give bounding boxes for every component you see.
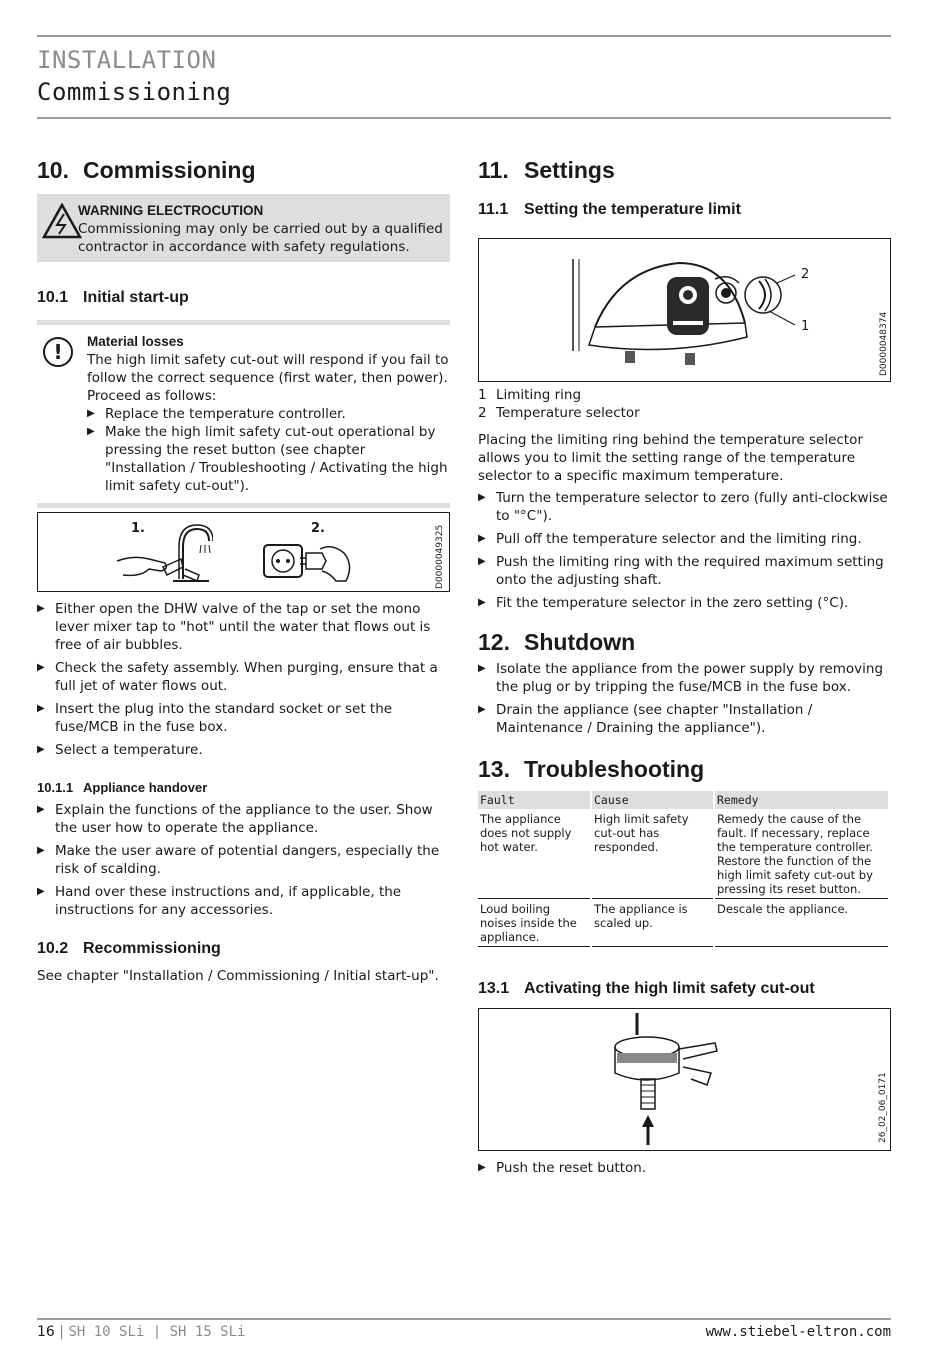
exclamation-icon: ! bbox=[43, 337, 73, 367]
right-column-bottom bbox=[478, 1159, 891, 1182]
table-cell: High limit safety cut-out has responded. bbox=[592, 809, 713, 899]
right-column-top bbox=[478, 156, 891, 220]
troubleshooting-table bbox=[476, 791, 890, 947]
step-item: ▶ Drain the appliance (see chapter "Installation / Maintenance / Draining the appliance"). bbox=[478, 701, 891, 737]
socket-plug-illustration bbox=[260, 539, 355, 587]
step-item: ▶ Check the safety assembly. When purging, ensure that a full jet of water flows out. bbox=[37, 659, 450, 695]
table-cell: Descale the appliance. bbox=[715, 899, 888, 947]
table-row bbox=[478, 899, 888, 947]
table-header: Remedy bbox=[715, 791, 888, 809]
figure-id: 26_02_06_0171 bbox=[878, 1072, 888, 1143]
note-title: Material losses bbox=[87, 334, 184, 349]
figure-id: D0000049325 bbox=[435, 524, 445, 589]
safety-cutout-illustration bbox=[607, 1013, 727, 1149]
heading-13-1: 13.1 Activating the high limit safety cut-out bbox=[478, 980, 815, 997]
figure-reset-button bbox=[478, 1008, 891, 1151]
page-number: 16 bbox=[37, 1324, 55, 1340]
callout-1: 1 bbox=[801, 319, 810, 334]
appliance-illustration bbox=[569, 259, 769, 377]
footer-url[interactable]: www.stiebel-eltron.com bbox=[705, 1324, 891, 1340]
step-item: ▶ Push the reset button. bbox=[478, 1159, 891, 1177]
header-subsection: Commissioning bbox=[37, 78, 232, 106]
step-item: ▶ Fit the temperature selector in the zero setting (°C). bbox=[478, 594, 891, 612]
table-header: Fault bbox=[478, 791, 590, 809]
step-item: ▶ Pull off the temperature selector and the limiting ring. bbox=[478, 530, 891, 548]
step-item: ▶ Hand over these instructions and, if applicable, the instructions for any accessories. bbox=[37, 883, 450, 919]
callout-2: 2 bbox=[801, 267, 810, 282]
left-column-lower bbox=[37, 600, 450, 985]
step-item: ▶ Either open the DHW valve of the tap or set the mono lever mixer tap to "hot" until the water that flows out is free of air bubbles. bbox=[37, 600, 450, 654]
legend-item: 1 Limiting ring bbox=[478, 387, 582, 403]
figure-temperature-limit bbox=[478, 238, 891, 382]
note-item: ▶ Make the high limit safety cut-out operational by pressing the reset button (see chapter "Installation / Troubleshooting / Activating the high limit safety cut-out"). bbox=[87, 423, 450, 495]
heading-11: 11. Settings bbox=[478, 157, 615, 183]
limit-text: Placing the limiting ring behind the temperature selector allows you to limit the setting range of the temperature selector to a specific maximum temperature. bbox=[478, 432, 863, 484]
header-top-rule bbox=[37, 35, 891, 37]
electrocution-warning-icon bbox=[42, 203, 82, 239]
shutdown-steps bbox=[478, 660, 891, 737]
material-losses-note bbox=[37, 320, 450, 508]
warning-text: Commissioning may only be carried out by a qualified contractor in accordance with safety regulations. bbox=[78, 221, 443, 255]
note-text: The high limit safety cut-out will respond if you fail to follow the correct sequence (first water, then power). Proceed as follows: bbox=[87, 352, 449, 404]
figure-id: D0000048374 bbox=[879, 311, 889, 376]
step-item: ▶ Push the limiting ring with the required maximum setting onto the adjusting shaft. bbox=[478, 553, 891, 589]
heading-10: 10. Commissioning bbox=[37, 157, 256, 183]
header-section: INSTALLATION bbox=[37, 46, 217, 74]
figure-step-2-label: 2. bbox=[311, 521, 325, 536]
tap-illustration bbox=[113, 517, 213, 589]
left-column bbox=[37, 156, 450, 508]
figure-step-1-label: 1. bbox=[131, 521, 145, 536]
table-header: Cause bbox=[592, 791, 713, 809]
heading-12: 12. Shutdown bbox=[478, 629, 636, 655]
heading-11-1: 11.1 Setting the temperature limit bbox=[478, 201, 741, 218]
heading-10-2: 10.2 Recommissioning bbox=[37, 940, 221, 957]
warning-box bbox=[37, 194, 450, 262]
footer-left: 16 | SH 10 SLi | SH 15 SLi bbox=[37, 1324, 246, 1340]
recommission-text: See chapter "Installation / Commissioning / Initial start-up". bbox=[37, 968, 439, 984]
limit-steps bbox=[478, 489, 891, 612]
note-item: ▶ Replace the temperature controller. bbox=[87, 405, 450, 423]
startup-steps bbox=[37, 600, 450, 759]
warning-title: WARNING ELECTROCUTION bbox=[78, 203, 264, 218]
note-list bbox=[87, 405, 450, 495]
step-item: ▶ Select a temperature. bbox=[37, 741, 450, 759]
right-column-middle bbox=[478, 386, 891, 999]
legend-item: 2 Temperature selector bbox=[478, 405, 640, 421]
heading-10-1: 10.1 Initial start-up bbox=[37, 289, 189, 306]
step-item: ▶ Isolate the appliance from the power supply by removing the plug or by tripping the fuse/MCB in the fuse box. bbox=[478, 660, 891, 696]
figure-startup bbox=[37, 512, 450, 592]
reset-steps bbox=[478, 1159, 891, 1177]
header-bottom-rule bbox=[37, 117, 891, 119]
footer-models: SH 10 SLi | SH 15 SLi bbox=[68, 1324, 246, 1340]
step-item: ▶ Make the user aware of potential dangers, especially the risk of scalding. bbox=[37, 842, 450, 878]
step-item: ▶ Turn the temperature selector to zero (fully anti-clockwise to "°C"). bbox=[478, 489, 891, 525]
heading-10-1-1: 10.1.1 Appliance handover bbox=[37, 780, 208, 795]
table-header-row bbox=[478, 791, 888, 809]
table-cell: Remedy the cause of the fault. If necessary, replace the temperature controller. Restore the function of the high limit safety cut-out by pressing its reset button. bbox=[715, 809, 888, 899]
table-row bbox=[478, 809, 888, 899]
step-item: ▶ Insert the plug into the standard socket or set the fuse/MCB in the fuse box. bbox=[37, 700, 450, 736]
table-cell: Loud boiling noises inside the appliance. bbox=[478, 899, 590, 947]
table-cell: The appliance does not supply hot water. bbox=[478, 809, 590, 899]
heading-13: 13. Troubleshooting bbox=[478, 756, 705, 782]
footer-rule bbox=[37, 1318, 891, 1320]
handover-steps bbox=[37, 801, 450, 919]
table-cell: The appliance is scaled up. bbox=[592, 899, 713, 947]
step-item: ▶ Explain the functions of the appliance to the user. Show the user how to operate the appliance. bbox=[37, 801, 450, 837]
